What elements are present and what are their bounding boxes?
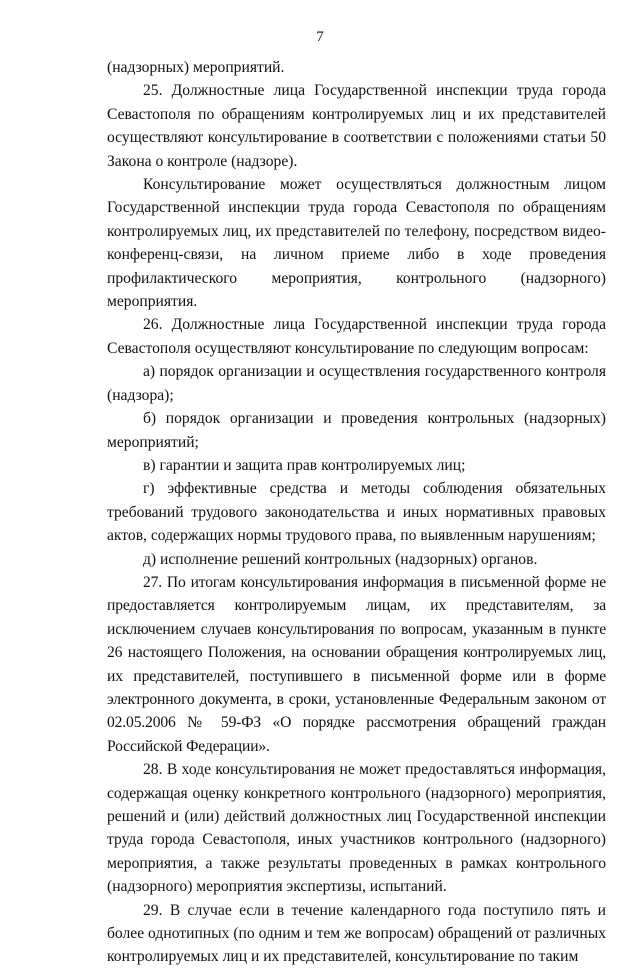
list-item-a: а) порядок организации и осуществления государственного контроля (надзора); bbox=[107, 363, 606, 404]
paragraph-item-27: 27. По итогам консультирования информация в письменной форме не предоставляется контролируемым лицам, их представителям, за исключением случаев консультирования по вопросам, указанным в пункте 26 настоящего Положения, на основании обращения контролируемых лиц, их представителей, поступившего в письменной форме или в форме электронного документа, в сроки, установленные Федеральным законом от 02.05.2006 № 59-ФЗ «О порядке рассмотрения обращений граждан Российской Федерации». bbox=[107, 573, 606, 755]
paragraph-item-25: 25. Должностные лица Государственной инспекции труда города Севастополя по обращениям контролируемых лиц и их представителей осуществляют консультирование в соответствии с положениями статьи 50 Закона о контроле (надзоре). bbox=[107, 82, 606, 170]
paragraph-item-28: 28. В ходе консультирования не может предоставляться информация, содержащая оценку конкретного контрольного (надзорного) мероприятия, решений и (или) действий должностных лиц Государственной инспекции труда города Севастополя, иных участников контрольного (надзорного) мероприятия, а также результаты проведенных в рамках контрольного (надзорного) мероприятия экспертизы, испытаний. bbox=[107, 761, 606, 896]
list-item-v: в) гарантии и защита прав контролируемых лиц; bbox=[143, 456, 466, 474]
paragraph-item-29: 29. В случае если в течение календарного года поступило пять и более однотипных (по одним и тем же вопросам) обращений от различных контролируемых лиц и их представителей, консультирование по таким bbox=[107, 901, 606, 966]
paragraph-consultation-methods: Консультирование может осуществляться должностным лицом Государственной инспекции труда города Севастополя по обращениям контролируемых лиц, их представителей по телефону, посредством видео-конференц-связи, на личном приеме либо в ходе проведения профилактического мероприятия, контрольного (надзорного) мероприятия. bbox=[107, 176, 606, 311]
list-item-b: б) порядок организации и проведения контрольных (надзорных) мероприятий; bbox=[107, 410, 606, 451]
list-item-d: д) исполнение решений контрольных (надзорных) органов. bbox=[143, 550, 538, 568]
page-number: 7 bbox=[316, 29, 324, 45]
paragraph-continuation: (надзорных) мероприятий. bbox=[107, 59, 285, 76]
document-body bbox=[107, 56, 606, 969]
paragraph-item-26: 26. Должностные лица Государственной инспекции труда города Севастополя осуществляют консультирование по следующим вопросам: bbox=[107, 316, 606, 357]
list-item-g: г) эффективные средства и методы соблюдения обязательных требований трудового законодательства и иных нормативных правовых актов, содержащих нормы трудового права, по выявленным нарушениям; bbox=[107, 480, 606, 545]
